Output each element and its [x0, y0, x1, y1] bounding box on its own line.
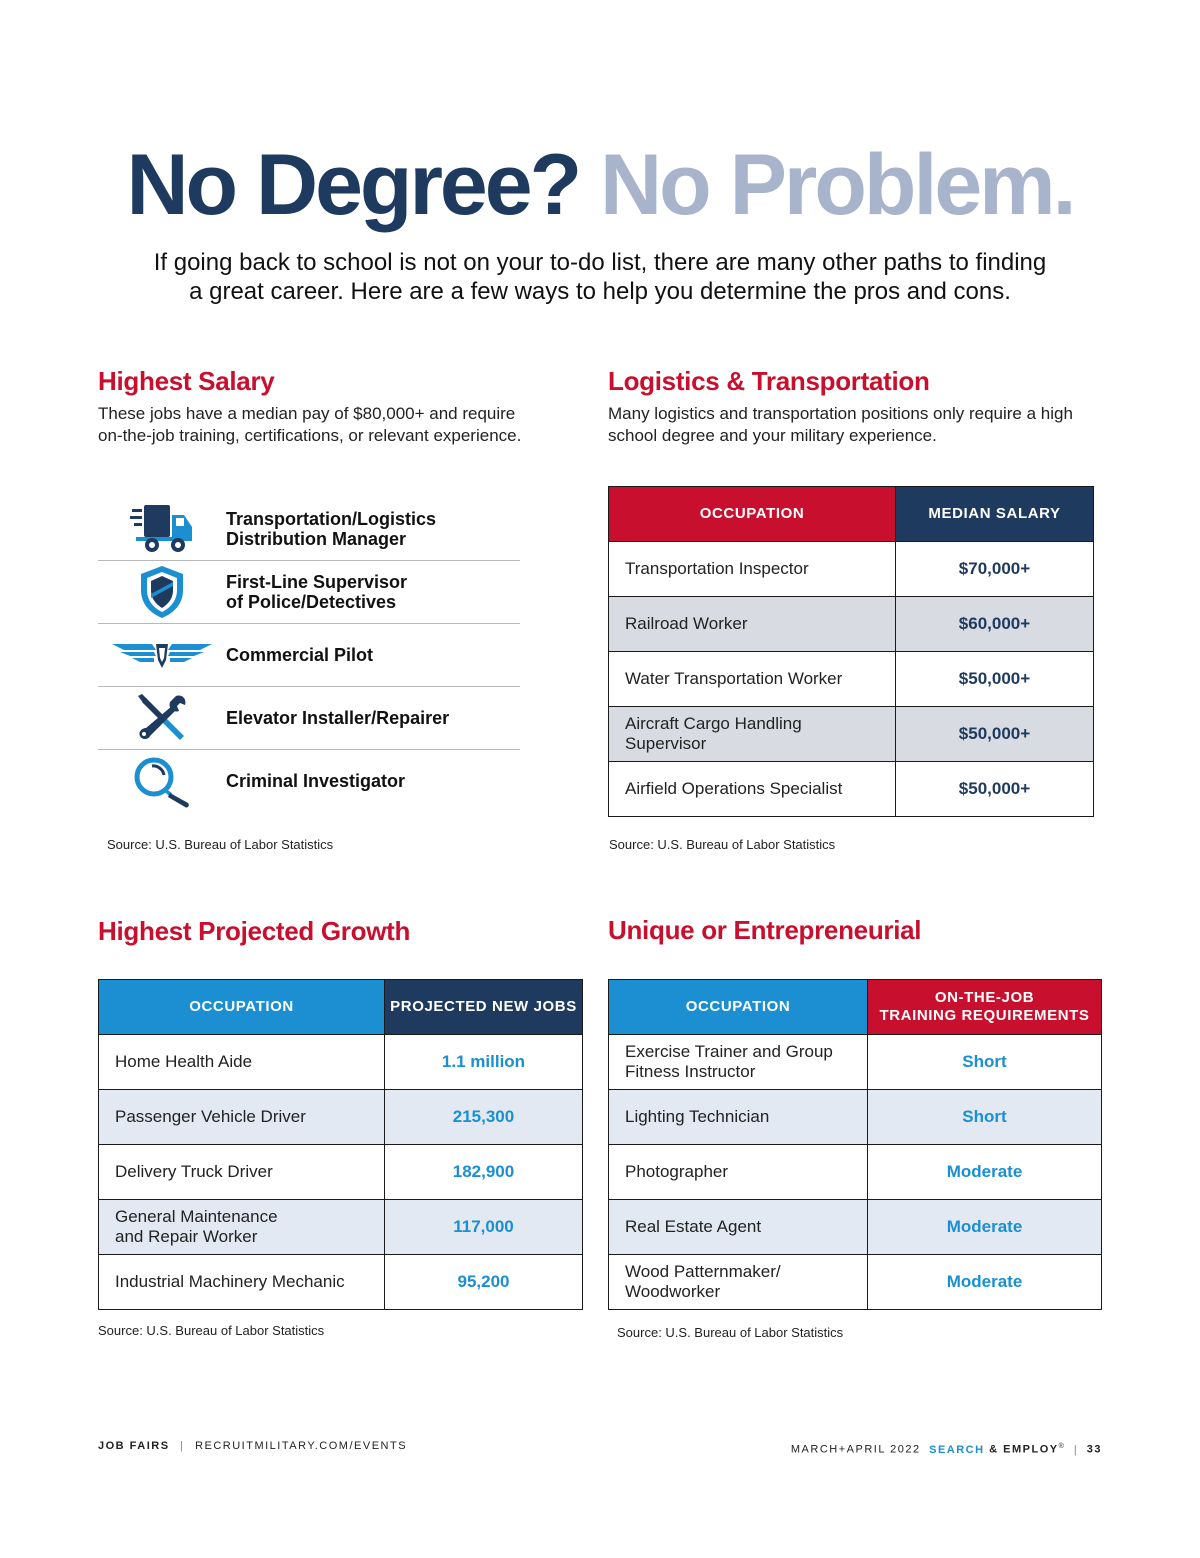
growth-source: Source: U.S. Bureau of Labor Statistics [98, 1323, 325, 1338]
highest-salary-title: Highest Salary [98, 366, 275, 396]
table-row [609, 762, 1094, 817]
occupation-cell: Transportation Inspector [609, 542, 896, 597]
table-header-row [99, 980, 583, 1035]
wrench-screwdriver-icon [98, 687, 226, 749]
salary-cell: $50,000+ [896, 652, 1094, 707]
header-line-2: TRAINING REQUIREMENTS [879, 1007, 1090, 1024]
table-row [609, 1255, 1102, 1310]
occupation-cell: General Maintenance and Repair Worker [99, 1200, 385, 1255]
intro-line-1: If going back to school is not on your to-do list, there are many other paths to finding [153, 249, 1047, 276]
pilot-wings-icon [98, 624, 226, 686]
salary-cell: $70,000+ [896, 542, 1094, 597]
growth-title: Highest Projected Growth [98, 916, 411, 946]
table-row [609, 1145, 1102, 1200]
unique-source: Source: U.S. Bureau of Labor Statistics [617, 1325, 844, 1340]
table-row [609, 707, 1094, 762]
footer-url[interactable]: RECRUITMILITARY.COM/EVENTS [195, 1440, 408, 1452]
table-header-row [609, 487, 1094, 542]
column-header-projected-new-jobs: PROJECTED NEW JOBS [385, 980, 583, 1035]
table-row [609, 1035, 1102, 1090]
occupation-cell: Airfield Operations Specialist [609, 762, 896, 817]
highest-salary-desc-line-2: on-the-job training, certifications, or relevant experience. [98, 426, 522, 445]
footer-brand-employ: & EMPLOY [989, 1443, 1059, 1456]
training-cell: Moderate [868, 1145, 1102, 1200]
occupation-cell: Lighting Technician [609, 1090, 868, 1145]
footer-section: JOB FAIRS [98, 1440, 170, 1452]
logistics-table [608, 486, 1094, 817]
job-label [226, 708, 449, 728]
table-row [99, 1145, 583, 1200]
logistics-desc-line-2: school degree and your military experience. [608, 426, 937, 445]
table-row [99, 1200, 583, 1255]
occupation-cell: Real Estate Agent [609, 1200, 868, 1255]
magnifying-glass-icon [98, 750, 226, 812]
title-part-2: No Problem. [600, 137, 1074, 233]
occupation-cell: Aircraft Cargo Handling Supervisor [609, 707, 896, 762]
occupation-cell: Home Health Aide [99, 1035, 385, 1090]
header-line-1: ON-THE-JOB [934, 989, 1035, 1006]
occupation-cell: Wood Patternmaker/ Woodworker [609, 1255, 868, 1310]
job-label [226, 572, 407, 612]
table-row [609, 1090, 1102, 1145]
highest-salary-desc [98, 403, 558, 447]
column-header-occupation: OCCUPATION [609, 487, 896, 542]
table-row [99, 1035, 583, 1090]
table-row [99, 1090, 583, 1145]
table-row [609, 597, 1094, 652]
jobs-cell: 95,200 [385, 1255, 583, 1310]
column-header-occupation: OCCUPATION [609, 980, 868, 1035]
highest-salary-source: Source: U.S. Bureau of Labor Statistics [107, 837, 334, 852]
job-label [226, 771, 405, 791]
page-number: 33 [1086, 1443, 1102, 1456]
salary-cell: $50,000+ [896, 707, 1094, 762]
list-item [98, 750, 520, 812]
highest-salary-desc-line-1: These jobs have a median pay of $80,000+ and require [98, 404, 516, 423]
training-cell: Moderate [868, 1200, 1102, 1255]
job-label-line-1: Commercial Pilot [226, 645, 374, 665]
training-cell: Short [868, 1090, 1102, 1145]
list-item [98, 687, 520, 750]
jobs-cell: 215,300 [385, 1090, 583, 1145]
jobs-cell: 117,000 [385, 1200, 583, 1255]
job-label-line-1: First-Line Supervisor [226, 572, 408, 592]
list-item [98, 498, 520, 561]
logistics-source: Source: U.S. Bureau of Labor Statistics [609, 837, 836, 852]
unique-table [608, 979, 1102, 1310]
column-header-training-requirements [868, 980, 1102, 1035]
footer-right [791, 1443, 1102, 1456]
intro-line-2: a great career. Here are a few ways to help you determine the pros and cons. [189, 278, 1011, 305]
occupation-cell: Railroad Worker [609, 597, 896, 652]
job-label-line-2: of Police/Detectives [226, 592, 397, 612]
logistics-title: Logistics & Transportation [608, 366, 930, 396]
occupation-cell: Delivery Truck Driver [99, 1145, 385, 1200]
jobs-cell: 1.1 million [385, 1035, 583, 1090]
logistics-desc-line-1: Many logistics and transportation positions only require a high [608, 404, 1073, 423]
growth-table [98, 979, 583, 1310]
footer-left [98, 1440, 407, 1452]
highest-salary-list [98, 498, 520, 812]
footer-date: MARCH+APRIL 2022 [790, 1443, 921, 1456]
jobs-cell: 182,900 [385, 1145, 583, 1200]
job-label-line-1: Elevator Installer/Repairer [226, 708, 450, 728]
job-label [226, 509, 436, 549]
table-row [609, 542, 1094, 597]
column-header-median-salary: MEDIAN SALARY [896, 487, 1094, 542]
occupation-cell: Photographer [609, 1145, 868, 1200]
job-label-line-1: Criminal Investigator [226, 771, 406, 791]
salary-cell: $50,000+ [896, 762, 1094, 817]
table-row [609, 1200, 1102, 1255]
occupation-cell: Passenger Vehicle Driver [99, 1090, 385, 1145]
salary-cell: $60,000+ [896, 597, 1094, 652]
occupation-cell: Exercise Trainer and Group Fitness Instructor [609, 1035, 868, 1090]
title-part-1: No Degree? [126, 137, 580, 233]
list-item [98, 561, 520, 624]
police-shield-icon [98, 561, 226, 623]
delivery-truck-icon [98, 498, 226, 560]
occupation-cell: Water Transportation Worker [609, 652, 896, 707]
job-label-line-1: Transportation/Logistics [226, 509, 437, 529]
footer-brand-search: SEARCH [929, 1443, 985, 1456]
intro-paragraph [100, 248, 1100, 306]
footer-registered-mark: ® [1058, 1443, 1066, 1450]
column-header-occupation: OCCUPATION [99, 980, 385, 1035]
list-item [98, 624, 520, 687]
occupation-cell: Industrial Machinery Mechanic [99, 1255, 385, 1310]
table-row [99, 1255, 583, 1310]
page-title [0, 138, 1200, 233]
footer-separator: | [1073, 1443, 1079, 1456]
table-row [609, 652, 1094, 707]
job-label-line-2: Distribution Manager [226, 529, 407, 549]
job-label [226, 645, 373, 665]
table-header-row [609, 980, 1102, 1035]
unique-title: Unique or Entrepreneurial [608, 915, 922, 945]
training-cell: Moderate [868, 1255, 1102, 1310]
logistics-desc [608, 403, 1108, 447]
footer-separator: | [180, 1440, 185, 1452]
training-cell: Short [868, 1035, 1102, 1090]
